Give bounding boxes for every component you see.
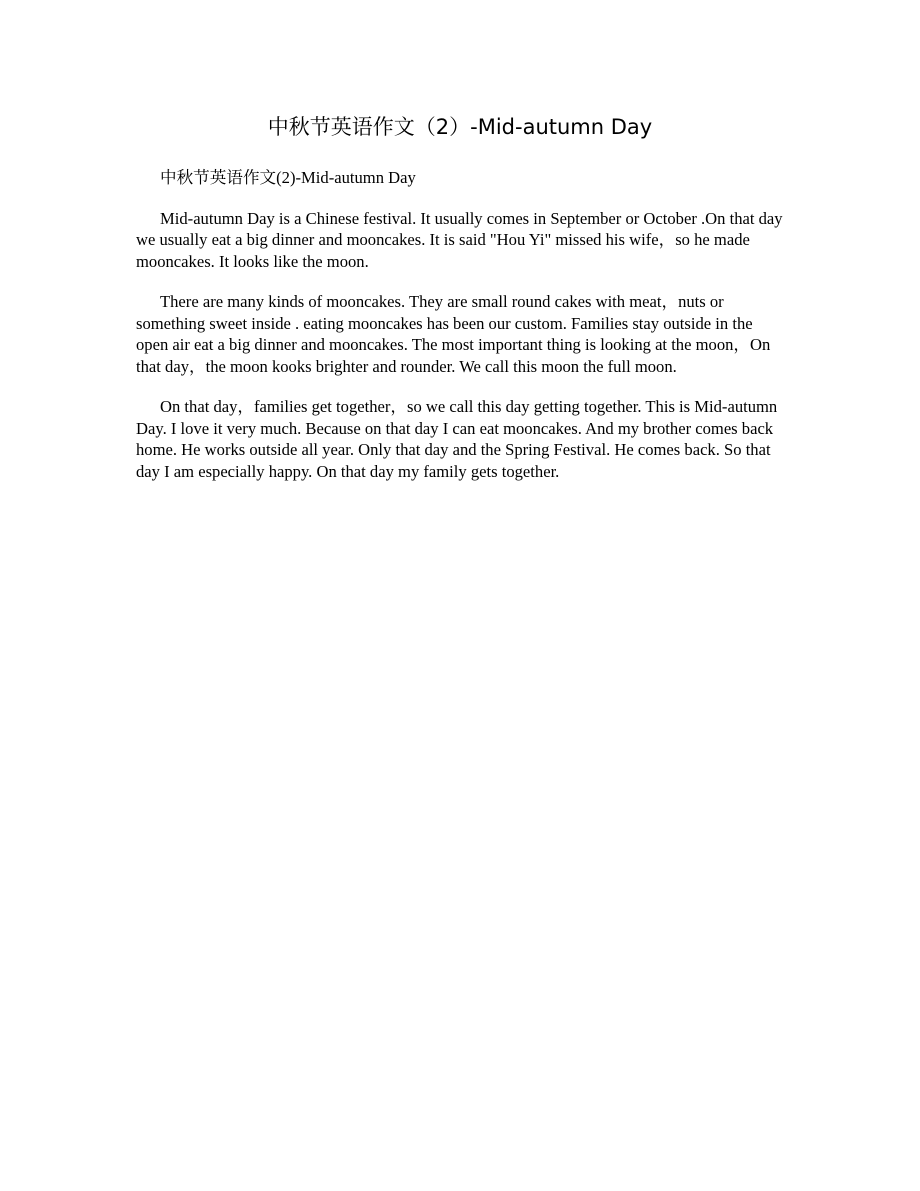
paragraph-3: On that day，families get together，so we call this day getting together. This is Mid-autumn Day. I love it very much. Because on that day I can eat mooncakes. And my brother comes back home. He works outside all year. Only that day and the Spring Festival. He comes back. So that day I am especially happy. On that day my family gets together. [136,397,778,481]
document-subtitle: 中秋节英语作文(2)-Mid-autumn Day [160,168,416,187]
paragraph-2: There are many kinds of mooncakes. They are small round cakes with meat，nuts or something sweet inside . eating mooncakes has been our custom. Families stay outside in the open air eat a big dinner and mooncakes. The most important thing is looking at the moon，On that day，the moon kooks brighter and rounder. We call this moon the full moon. [136,292,771,376]
paragraph-1: Mid-autumn Day is a Chinese festival. It usually comes in September or October .On that day we usually eat a big dinner and mooncakes. It is said "Hou Yi" missed his wife，so he made mooncakes. It looks like the moon. [136,208,783,271]
document-title: 中秋节英语作文（2）-Mid-autumn Day [267,115,653,139]
document-body [136,167,784,501]
